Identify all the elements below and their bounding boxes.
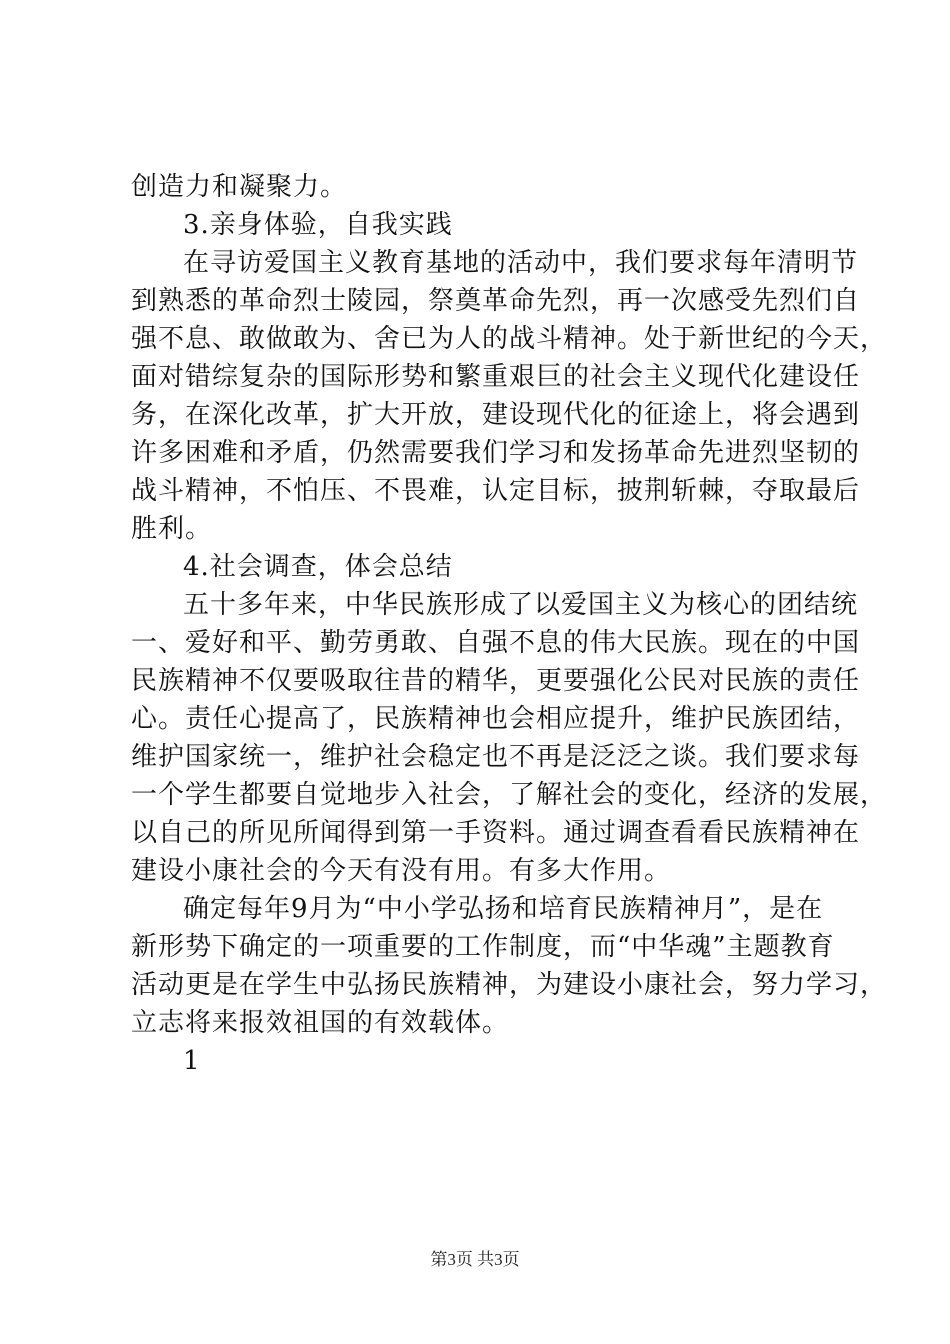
page-footer: 第3页 共3页 (430, 1250, 520, 1269)
text-line: 在寻访爱国主义教育基地的活动中，我们要求每年清明节 (183, 248, 859, 278)
text-line: 1 (183, 1046, 201, 1076)
text-line: 建设小康社会的今天有没有用。有多大作用。 (131, 856, 672, 886)
section-heading: 3.亲身体验，自我实践 (183, 210, 453, 240)
text-line: 民族精神不仅要吸取往昔的精华，更要强化公民对民族的责任 (131, 666, 861, 696)
text-line: 一个学生都要自觉地步入社会，了解社会的变化，经济的发展， (131, 780, 888, 810)
text-line: 到熟悉的革命烈士陵园，祭奠革命先烈，再一次感受先烈们自 (131, 286, 861, 316)
text-line: 立志将来报效祖国的有效载体。 (131, 1008, 510, 1038)
text-line: 以自己的所见所闻得到第一手资料。通过调查看看民族精神在 (131, 818, 861, 848)
text-line: 许多困难和矛盾，仍然需要我们学习和发扬革命先进烈坚韧的 (131, 438, 861, 468)
text-line: 心。责任心提高了，民族精神也会相应提升，维护民族团结， (131, 704, 861, 734)
text-line: 新形势下确定的一项重要的工作制度，而“中华魂”主题教育 (131, 932, 835, 962)
text-line: 务，在深化改革，扩大开放，建设现代化的征途上，将会遇到 (131, 400, 861, 430)
text-line: 一、爱好和平、勤劳勇敢、自强不息的伟大民族。现在的中国 (131, 628, 861, 658)
text-line: 胜利。 (131, 514, 213, 544)
text-line: 活动更是在学生中弘扬民族精神，为建设小康社会，努力学习， (131, 970, 888, 1000)
text-line: 维护国家统一，维护社会稳定也不再是泛泛之谈。我们要求每 (131, 742, 861, 772)
document-body (131, 168, 888, 1080)
text-line: 确定每年9月为“中小学弘扬和培育民族精神月”，是在 (183, 894, 824, 924)
text-line: 战斗精神，不怕压、不畏难，认定目标，披荆斩棘，夺取最后 (131, 476, 861, 506)
text-line: 五十多年来，中华民族形成了以爱国主义为核心的团结统 (183, 590, 859, 620)
text-line: 创造力和凝聚力。 (131, 172, 348, 202)
text-line: 强不息、敢做敢为、舍已为人的战斗精神。处于新世纪的今天， (131, 324, 888, 354)
section-heading: 4.社会调查，体会总结 (183, 552, 453, 582)
text-line: 面对错综复杂的国际形势和繁重艰巨的社会主义现代化建设任 (131, 362, 861, 392)
